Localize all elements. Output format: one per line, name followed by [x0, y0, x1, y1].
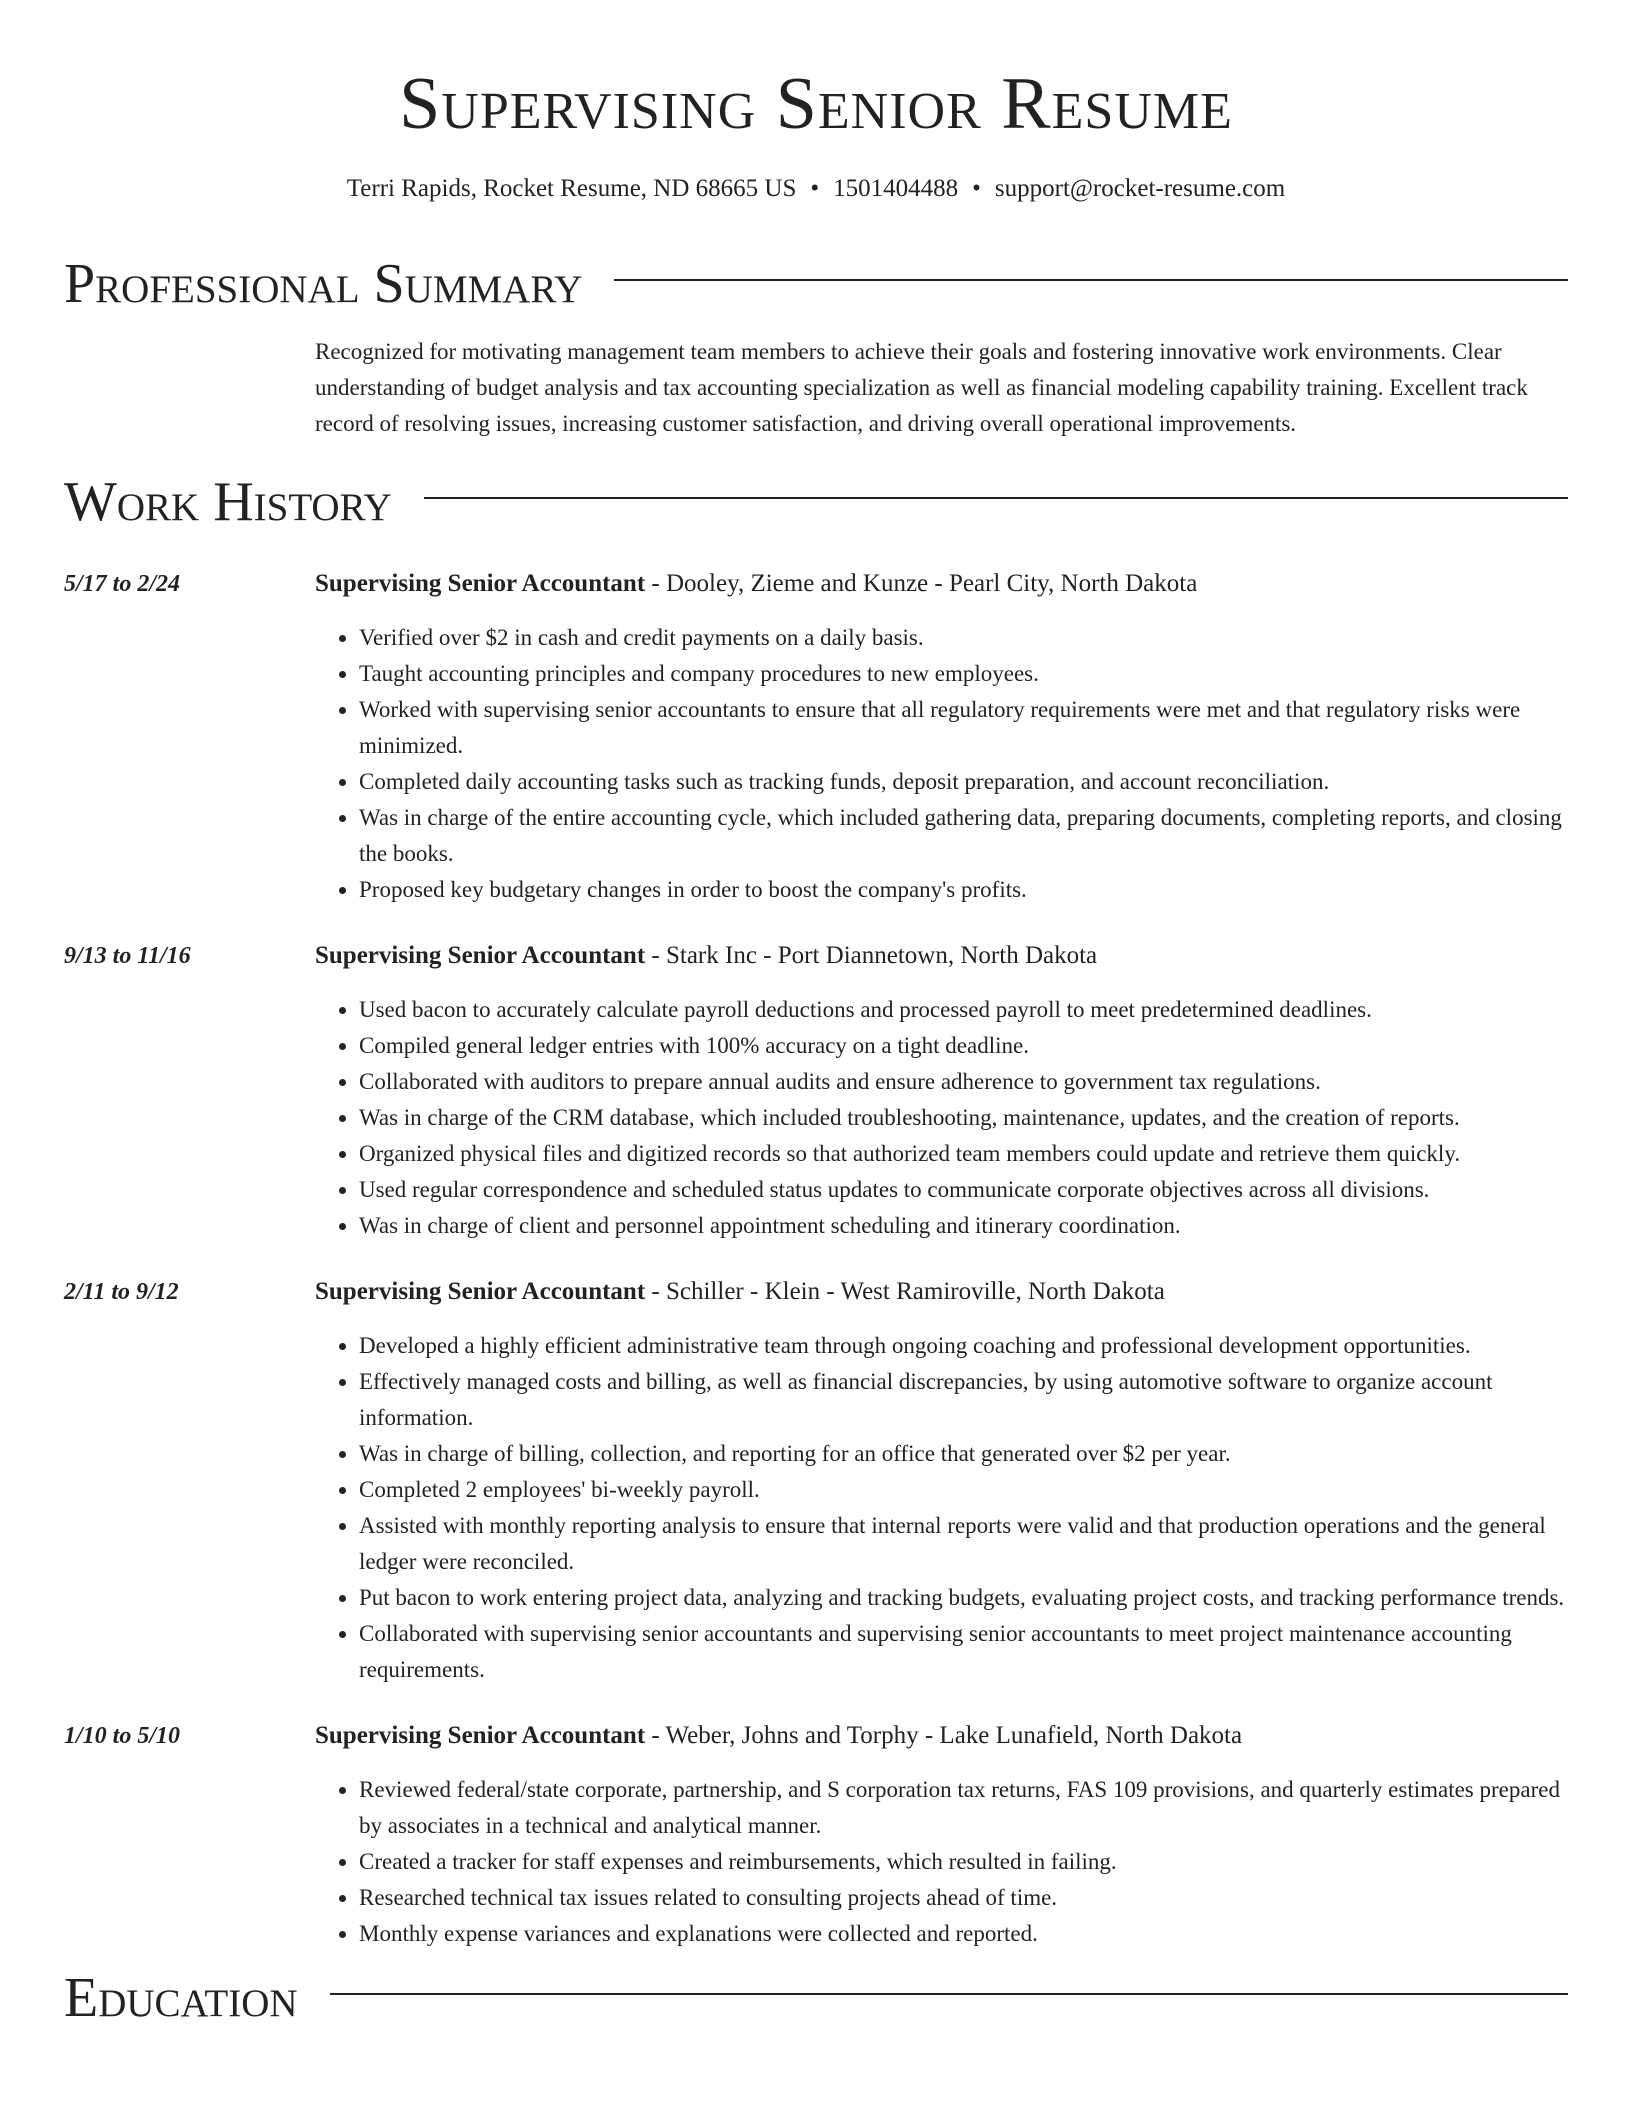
job-role: Supervising Senior Accountant [315, 942, 646, 969]
job-bullet: • Collaborated with supervising senior accountants and supervising senior accountants to meet project maintenance accounting requirements. [359, 1616, 1568, 1688]
job-bullet: • Used bacon to accurately calculate payroll deductions and processed payroll to meet predetermined deadlines. [359, 992, 1568, 1028]
contact-line [64, 174, 1568, 204]
job-body [315, 568, 1568, 908]
section-professional-summary [64, 252, 1568, 316]
job-bullets [315, 992, 1568, 1244]
job-bullet: • Created a tracker for staff expenses and reimbursements, which resulted in failing. [359, 1844, 1568, 1880]
job-body [315, 1276, 1568, 1688]
job-bullet: • Was in charge of the entire accounting cycle, which included gathering data, preparing documents, completing reports, and closing the books. [359, 800, 1568, 872]
job-dates: 1/10 to 5/10 [64, 1723, 181, 1749]
section-title: Work History [64, 471, 392, 533]
section-divider [424, 497, 1568, 499]
section-work-history [64, 470, 1568, 534]
job-entry [64, 940, 1568, 1244]
contact-address: Terri Rapids, Rocket Resume, ND 68665 US [346, 175, 797, 202]
job-bullet: • Reviewed federal/state corporate, partnership, and S corporation tax returns, FAS 109 provisions, and quarterly estimates prepared by associates in a technical and analytical manner. [359, 1772, 1568, 1844]
job-bullet: • Was in charge of billing, collection, and reporting for an office that generated over $2 per year. [359, 1436, 1568, 1472]
job-role: Supervising Senior Accountant [315, 1278, 646, 1305]
job-list [64, 568, 1568, 1952]
resume-title: Supervising Senior Resume [399, 63, 1233, 145]
job-bullet: • Developed a highly efficient administrative team through ongoing coaching and professional development opportunities. [359, 1328, 1568, 1364]
job-role: Supervising Senior Accountant [315, 1722, 646, 1749]
job-bullets [315, 1328, 1568, 1688]
job-bullet: • Completed daily accounting tasks such as tracking funds, deposit preparation, and account reconciliation. [359, 764, 1568, 800]
job-bullet: • Collaborated with auditors to prepare annual audits and ensure adherence to government tax regulations. [359, 1064, 1568, 1100]
job-bullet: • Used regular correspondence and scheduled status updates to communicate corporate objectives across all divisions. [359, 1172, 1568, 1208]
job-bullet: • Compiled general ledger entries with 100% accuracy on a tight deadline. [359, 1028, 1568, 1064]
job-body [315, 1720, 1568, 1952]
contact-separator: • [810, 175, 820, 202]
job-bullet: • Effectively managed costs and billing, as well as financial discrepancies, by using automotive software to organize account information. [359, 1364, 1568, 1436]
contact-email: support@rocket-resume.com [994, 175, 1286, 202]
job-bullets [315, 620, 1568, 908]
job-bullet: • Monthly expense variances and explanations were collected and reported. [359, 1916, 1568, 1952]
job-dates: 5/17 to 2/24 [64, 571, 181, 597]
job-heading [315, 1276, 1568, 1308]
job-bullet: • Put bacon to work entering project data, analyzing and tracking budgets, evaluating project costs, and tracking performance trends. [359, 1580, 1568, 1616]
section-divider [330, 1993, 1568, 1995]
job-bullet: • Researched technical tax issues related to consulting projects ahead of time. [359, 1880, 1568, 1916]
job-bullets [315, 1772, 1568, 1952]
job-dates: 2/11 to 9/12 [64, 1279, 179, 1305]
contact-separator: • [972, 175, 981, 202]
job-entry [64, 1720, 1568, 1952]
job-details: - Dooley, Zieme and Kunze - Pearl City, North Dakota [645, 570, 1198, 597]
job-heading [315, 568, 1568, 600]
job-bullet: • Worked with supervising senior accountants to ensure that all regulatory requirements were met and that regulatory risks were minimized. [359, 692, 1568, 764]
job-bullet: • Verified over $2 in cash and credit payments on a daily basis. [359, 620, 1568, 656]
job-heading [315, 1720, 1568, 1752]
section-title: Professional Summary [64, 253, 583, 315]
job-role: Supervising Senior Accountant [315, 570, 646, 597]
job-bullet: • Was in charge of client and personnel appointment scheduling and itinerary coordination. [359, 1208, 1568, 1244]
job-body [315, 940, 1568, 1244]
job-bullet: • Proposed key budgetary changes in order to boost the company's profits. [359, 872, 1568, 908]
job-details: - Weber, Johns and Torphy - Lake Lunafield, North Dakota [645, 1722, 1243, 1749]
job-details: - Stark Inc - Port Diannetown, North Dakota [645, 942, 1098, 969]
job-entry [64, 568, 1568, 908]
job-entry [64, 1276, 1568, 1688]
job-bullet: • Assisted with monthly reporting analysis to ensure that internal reports were valid and that production operations and the general ledger were reconciled. [359, 1508, 1568, 1580]
section-divider [614, 279, 1568, 281]
job-bullet: • Organized physical files and digitized records so that authorized team members could update and retrieve them quickly. [359, 1136, 1568, 1172]
job-bullet: • Completed 2 employees' bi-weekly payroll. [359, 1472, 1568, 1508]
section-education [64, 1966, 1568, 2030]
contact-phone: 1501404488 [833, 175, 959, 202]
section-title: Education [64, 1967, 298, 2029]
job-bullet: • Was in charge of the CRM database, which included troubleshooting, maintenance, updates, and the creation of reports. [359, 1100, 1568, 1136]
job-heading [315, 940, 1568, 972]
job-details: - Schiller - Klein - West Ramiroville, North Dakota [645, 1278, 1165, 1305]
job-bullet: • Taught accounting principles and company procedures to new employees. [359, 656, 1568, 692]
summary-text: Recognized for motivating management team members to achieve their goals and fostering innovative work environments. Clear understanding of budget analysis and tax accounting specialization as well as financial modeling capability training. Excellent track record of resolving issues, increasing customer satisfaction, and driving overall operational improvements. [315, 339, 1528, 436]
job-dates: 9/13 to 11/16 [64, 943, 191, 969]
